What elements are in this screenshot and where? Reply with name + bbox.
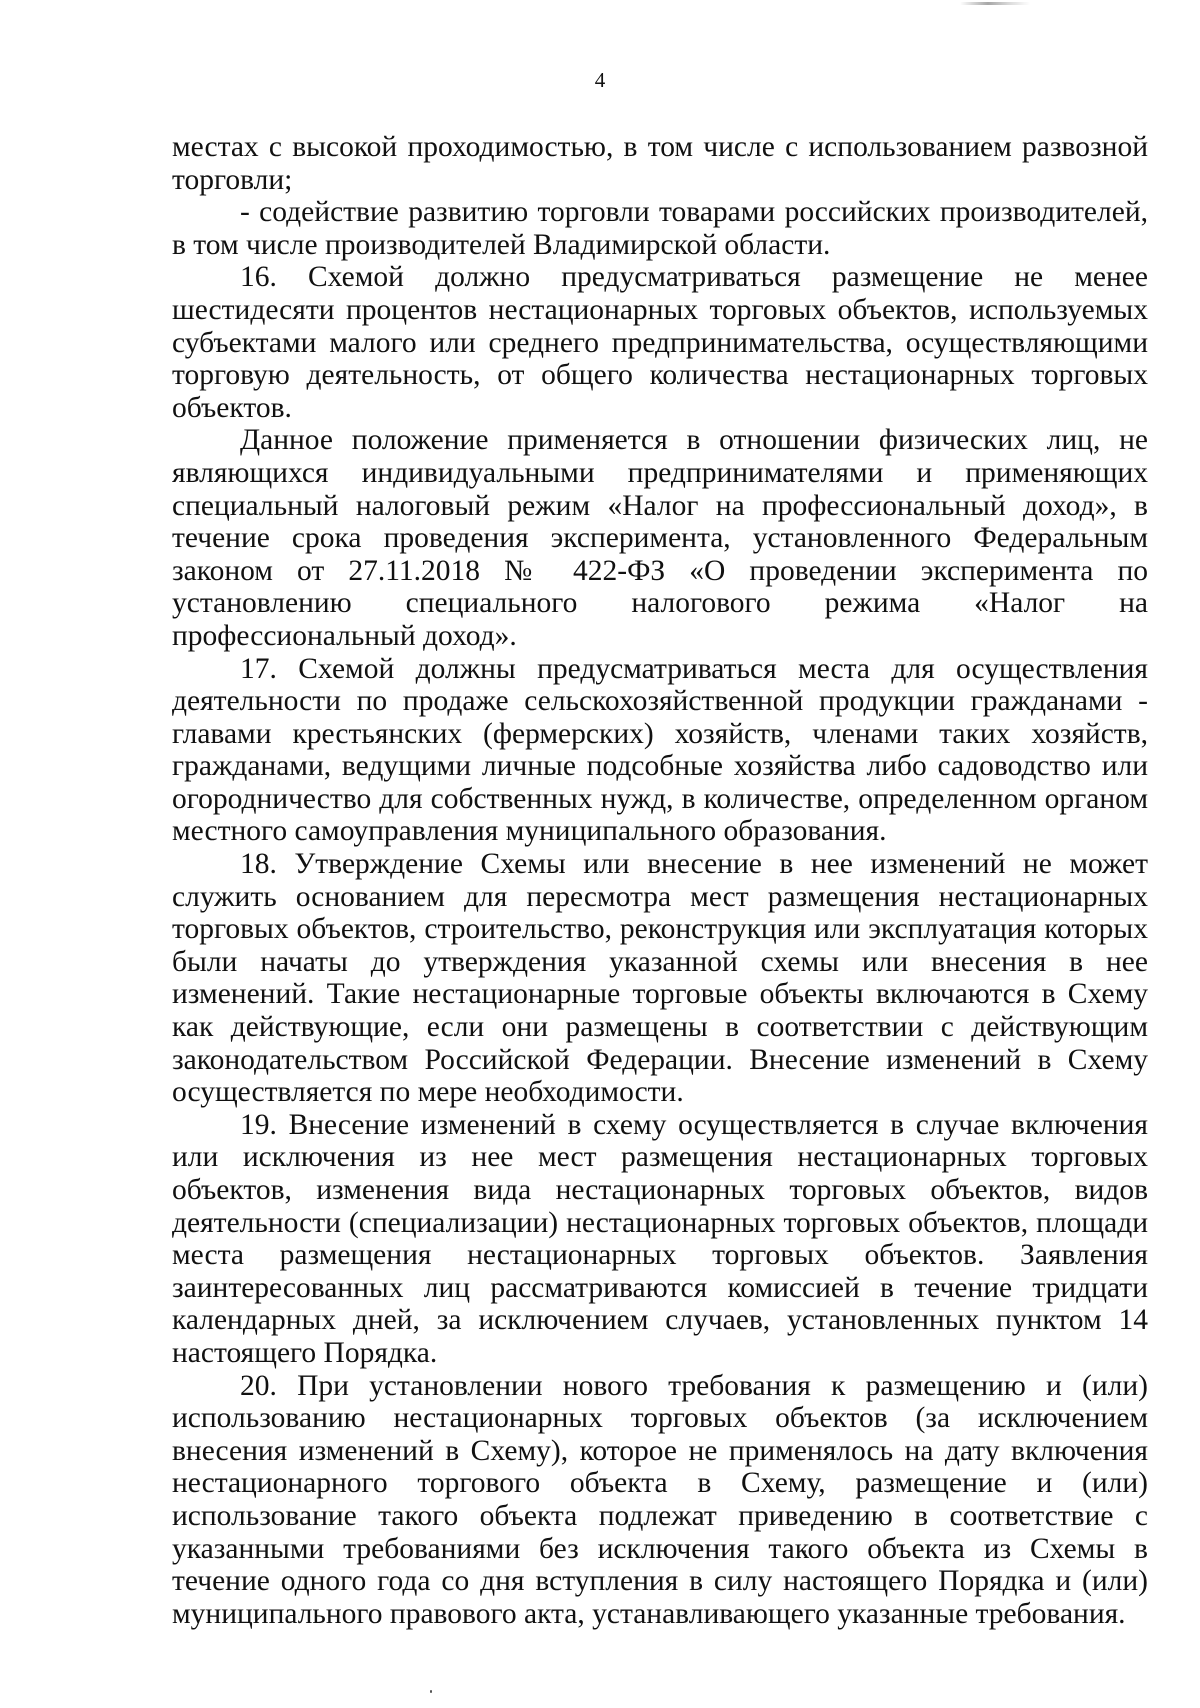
page-number: 4: [594, 68, 606, 92]
paragraph-16: 16. Схемой должно предусматриваться размещение не менее шестидесяти процентов нестационарных торговых объектов, используемых субъектами малого или среднего предпринимательства, осуществляющими торговую деятельность, от общего количества нестационарных торговых объектов.: [172, 261, 1148, 424]
scan-speck: [430, 1690, 432, 1693]
paragraph-17: 17. Схемой должны предусматриваться места для осуществления деятельности по продаже сельскохозяйственной продукции гражданами - главами крестьянских (фермерских) хозяйств, членами таких хозяйств, гражданами, ведущими личные подсобные хозяйства либо садоводство или огородничество для собственных нужд, в количестве, определенном органом местного самоуправления муниципального образования.: [172, 652, 1148, 848]
paragraph-18: 18. Утверждение Схемы или внесение в нее изменений не может служить основанием для пересмотра мест размещения нестационарных торговых объектов, строительство, реконструкция или эксплуатация которых были начаты до утверждения указанной схемы или внесения в нее изменений. Такие нестационарные торговые объекты включаются в Схему как действующие, если они размещены в соответствии с действующим законодательством Российской Федерации. Внесение изменений в Схему осуществляется по мере необходимости.: [172, 848, 1148, 1109]
document-body: [172, 131, 1148, 1630]
scan-artifact: [960, 2, 1030, 5]
paragraph-continuation: местах с высокой проходимостью, в том числе с использованием развозной торговли;: [172, 131, 1148, 196]
paragraph-20: 20. При установлении нового требования к размещению и (или) использованию нестационарных торговых объектов (за исключением внесения изменений в Схему), которое не применялось на дату включения нестационарного торгового объекта в Схему, размещение и (или) использование такого объекта подлежат приведению в соответствие с указанными требованиями без исключения такого объекта из Схемы в течение одного года со дня вступления в силу настоящего Порядка и (или) муниципального правового акта, устанавливающего указанные требования.: [172, 1369, 1148, 1630]
paragraph-bullet: - содействие развитию торговли товарами российских производителей, в том числе производителей Владимирской области.: [172, 196, 1148, 261]
paragraph-16-note: Данное положение применяется в отношении физических лиц, не являющихся индивидуальными предпринимателями и применяющих специальный налоговый режим «Налог на профессиональный доход», в течение срока проведения эксперимента, установленного Федеральным законом от 27.11.2018 № 422-ФЗ «О проведении эксперимента по установлению специального налогового режима «Налог на профессиональный доход».: [172, 424, 1148, 652]
paragraph-19: 19. Внесение изменений в схему осуществляется в случае включения или исключения из нее мест размещения нестационарных торговых объектов, изменения вида нестационарных торговых объектов, видов деятельности (специализации) нестационарных торговых объектов, площади места размещения нестационарных торговых объектов. Заявления заинтересованных лиц рассматриваются комиссией в течение тридцати календарных дней, за исключением случаев, установленных пунктом 14 настоящего Порядка.: [172, 1108, 1148, 1369]
